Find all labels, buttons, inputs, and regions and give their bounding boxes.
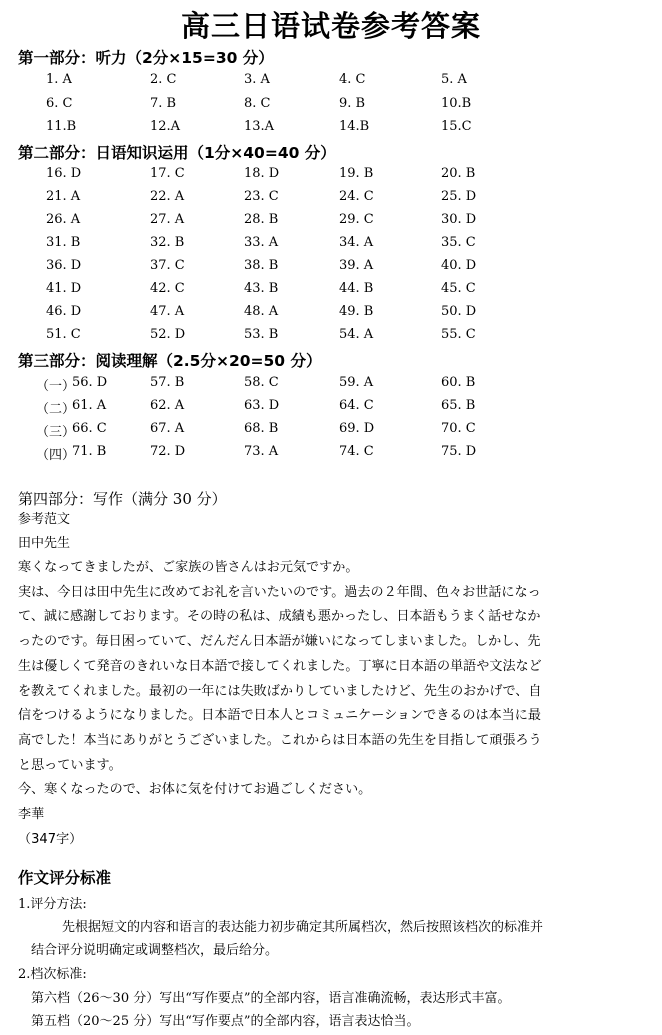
- essay-line: 信をつけるようになりました。日本語で日本人とコミュニケーションできるのは本当に最: [18, 708, 541, 724]
- answer-row: [0, 327, 662, 349]
- answer-cell: 28. B: [244, 212, 279, 227]
- answer-cell: 47. A: [150, 304, 185, 319]
- answer-cell: 2. C: [150, 72, 177, 87]
- part2-heading: 第二部分：日语知识运用（1分×40=40 分）: [18, 144, 336, 162]
- answer-cell: 48. A: [244, 304, 279, 319]
- answer-cell: 65. B: [441, 398, 476, 413]
- answer-cell: 27. A: [150, 212, 185, 227]
- answer-cell: 42. C: [150, 281, 185, 296]
- answer-cell: 59. A: [339, 375, 374, 390]
- answer-cell: 1. A: [46, 72, 72, 87]
- essay-line: 高でした！本当にありがとうございました。これからは日本語の先生を目指して頑張ろう: [18, 732, 542, 748]
- answer-cell: 23. C: [244, 189, 279, 204]
- answer-cell: 68. B: [244, 421, 279, 436]
- answer-cell: 53. B: [244, 327, 279, 342]
- sample-label: 参考范文: [18, 512, 71, 527]
- answer-cell: 46. D: [46, 304, 82, 319]
- answer-cell: 54. A: [339, 327, 374, 342]
- essay-line: て、誠に感謝しております。その時の私は、成績も悪かったし、日本語もうまく話せなか: [18, 609, 541, 625]
- answer-cell: 45. C: [441, 281, 476, 296]
- answer-cell: 35. C: [441, 235, 476, 250]
- answer-cell: 61. A: [72, 398, 107, 413]
- answer-cell: 44. B: [339, 281, 374, 296]
- answer-cell: 71. B: [72, 444, 107, 459]
- answer-cell: 10.B: [441, 96, 472, 111]
- answer-cell: 32. B: [150, 235, 185, 250]
- part1-heading: 第一部分：听力（2分×15=30 分）: [18, 49, 274, 67]
- passage-label: （四）: [36, 448, 76, 463]
- answer-cell: 66. C: [72, 421, 107, 436]
- answer-row: [0, 212, 662, 234]
- answer-cell: 21. A: [46, 189, 81, 204]
- answer-cell: 5. A: [441, 72, 467, 87]
- answer-row: [0, 444, 662, 466]
- levels-label: 2.档次标准:: [18, 967, 87, 982]
- answer-cell: 24. C: [339, 189, 374, 204]
- answer-row: [0, 166, 662, 188]
- answer-cell: 14.B: [339, 119, 370, 134]
- essay-line: 今、寒くなったので、お体に気を付けてお過ごしください。: [18, 782, 372, 798]
- answer-cell: 49. B: [339, 304, 374, 319]
- part3-heading: 第三部分：阅读理解（2.5分×20=50 分）: [18, 352, 322, 370]
- answer-cell: 56. D: [72, 375, 108, 390]
- answer-cell: 12.A: [150, 119, 181, 134]
- criteria-heading: 作文评分标准: [18, 869, 112, 887]
- answer-cell: 16. D: [46, 166, 82, 181]
- answer-cell: 72. D: [150, 444, 186, 459]
- answer-cell: 40. D: [441, 258, 477, 273]
- answer-cell: 51. C: [46, 327, 81, 342]
- answer-cell: 74. C: [339, 444, 374, 459]
- answer-cell: 37. C: [150, 258, 185, 273]
- essay-line: を教えてくれました。最初の一年には失敗ばかりしていましたけど、先生のおかげで、自: [18, 683, 542, 699]
- answer-cell: 4. C: [339, 72, 366, 87]
- answer-cell: 67. A: [150, 421, 185, 436]
- page-title: 高三日语试卷参考答案: [180, 9, 481, 43]
- answer-cell: 15.C: [441, 119, 472, 134]
- answer-cell: 3. A: [244, 72, 270, 87]
- answer-cell: 62. A: [150, 398, 185, 413]
- method-text: 结合评分说明确定或调整档次，最后给分。: [31, 943, 279, 958]
- answer-row: [0, 375, 662, 397]
- answer-row: [0, 72, 662, 94]
- answer-cell: 69. D: [339, 421, 375, 436]
- answer-cell: 55. C: [441, 327, 476, 342]
- answer-row: [0, 119, 662, 141]
- level-six: 第六档（26～30 分）写出“写作要点”的全部内容，语言准确流畅，表达形式丰富。: [31, 991, 511, 1006]
- answer-cell: 70. C: [441, 421, 476, 436]
- essay-addressee: 田中先生: [18, 536, 71, 551]
- answer-cell: 33. A: [244, 235, 279, 250]
- essay-signature: 李華: [18, 807, 45, 823]
- answer-row: [0, 281, 662, 303]
- answer-cell: 43. B: [244, 281, 279, 296]
- answer-cell: 17. C: [150, 166, 185, 181]
- answer-cell: 7. B: [150, 96, 177, 111]
- answer-cell: 9. B: [339, 96, 366, 111]
- method-text: 先根据短文的内容和语言的表达能力初步确定其所属档次，然后按照该档次的标准并: [62, 920, 544, 935]
- answer-cell: 8. C: [244, 96, 271, 111]
- answer-cell: 19. B: [339, 166, 374, 181]
- answer-cell: 13.A: [244, 119, 275, 134]
- essay-line: と思っています。: [18, 757, 122, 773]
- answer-cell: 18. D: [244, 166, 280, 181]
- answer-cell: 25. D: [441, 189, 477, 204]
- answer-cell: 75. D: [441, 444, 477, 459]
- answer-cell: 64. C: [339, 398, 374, 413]
- answer-row: [0, 235, 662, 257]
- essay-line: 実は、今日は田中先生に改めてお礼を言いたいのです。過去の２年間、色々お世話になっ: [18, 584, 541, 600]
- answer-cell: 73. A: [244, 444, 279, 459]
- answer-cell: 57. B: [150, 375, 185, 390]
- essay-line: 寒くなってきましたが、ご家族の皆さんはお元気ですか。: [18, 560, 359, 575]
- answer-row: [0, 398, 662, 420]
- answer-cell: 63. D: [244, 398, 280, 413]
- answer-cell: 41. D: [46, 281, 82, 296]
- answer-cell: 11.B: [46, 119, 77, 134]
- answer-cell: 26. A: [46, 212, 81, 227]
- answer-cell: 22. A: [150, 189, 185, 204]
- answer-cell: 39. A: [339, 258, 374, 273]
- answer-cell: 31. B: [46, 235, 81, 250]
- answer-cell: 30. D: [441, 212, 477, 227]
- answer-row: [0, 304, 662, 326]
- answer-row: [0, 96, 662, 118]
- passage-label: （一）: [36, 379, 76, 394]
- answer-cell: 36. D: [46, 258, 82, 273]
- level-five: 第五档（20～25 分）写出“写作要点”的全部内容，语言表达恰当。: [31, 1014, 420, 1029]
- essay-line: 生は優しくて発音のきれいな日本語で接してくれました。丁寧に日本語の単語や文法など: [18, 658, 542, 674]
- answer-cell: 50. D: [441, 304, 477, 319]
- method-label: 1.评分方法:: [18, 897, 87, 912]
- answer-cell: 58. C: [244, 375, 279, 390]
- answer-cell: 6. C: [46, 96, 73, 111]
- passage-label: （三）: [36, 425, 76, 440]
- answer-row: [0, 189, 662, 211]
- answer-cell: 60. B: [441, 375, 476, 390]
- answer-row: [0, 258, 662, 280]
- essay-body: [18, 556, 646, 852]
- part4-heading: 第四部分：写作（满分 30 分）: [18, 490, 227, 508]
- essay-line: ったのです。毎日困っていて、だんだん日本語が嫌いになってしまいました。しかし、先: [18, 634, 541, 650]
- essay-char-count: （347字）: [18, 831, 83, 847]
- answer-cell: 52. D: [150, 327, 186, 342]
- passage-label: （二）: [36, 402, 76, 417]
- answer-cell: 29. C: [339, 212, 374, 227]
- answer-row: [0, 421, 662, 443]
- answer-cell: 34. A: [339, 235, 374, 250]
- answer-cell: 38. B: [244, 258, 279, 273]
- answer-cell: 20. B: [441, 166, 476, 181]
